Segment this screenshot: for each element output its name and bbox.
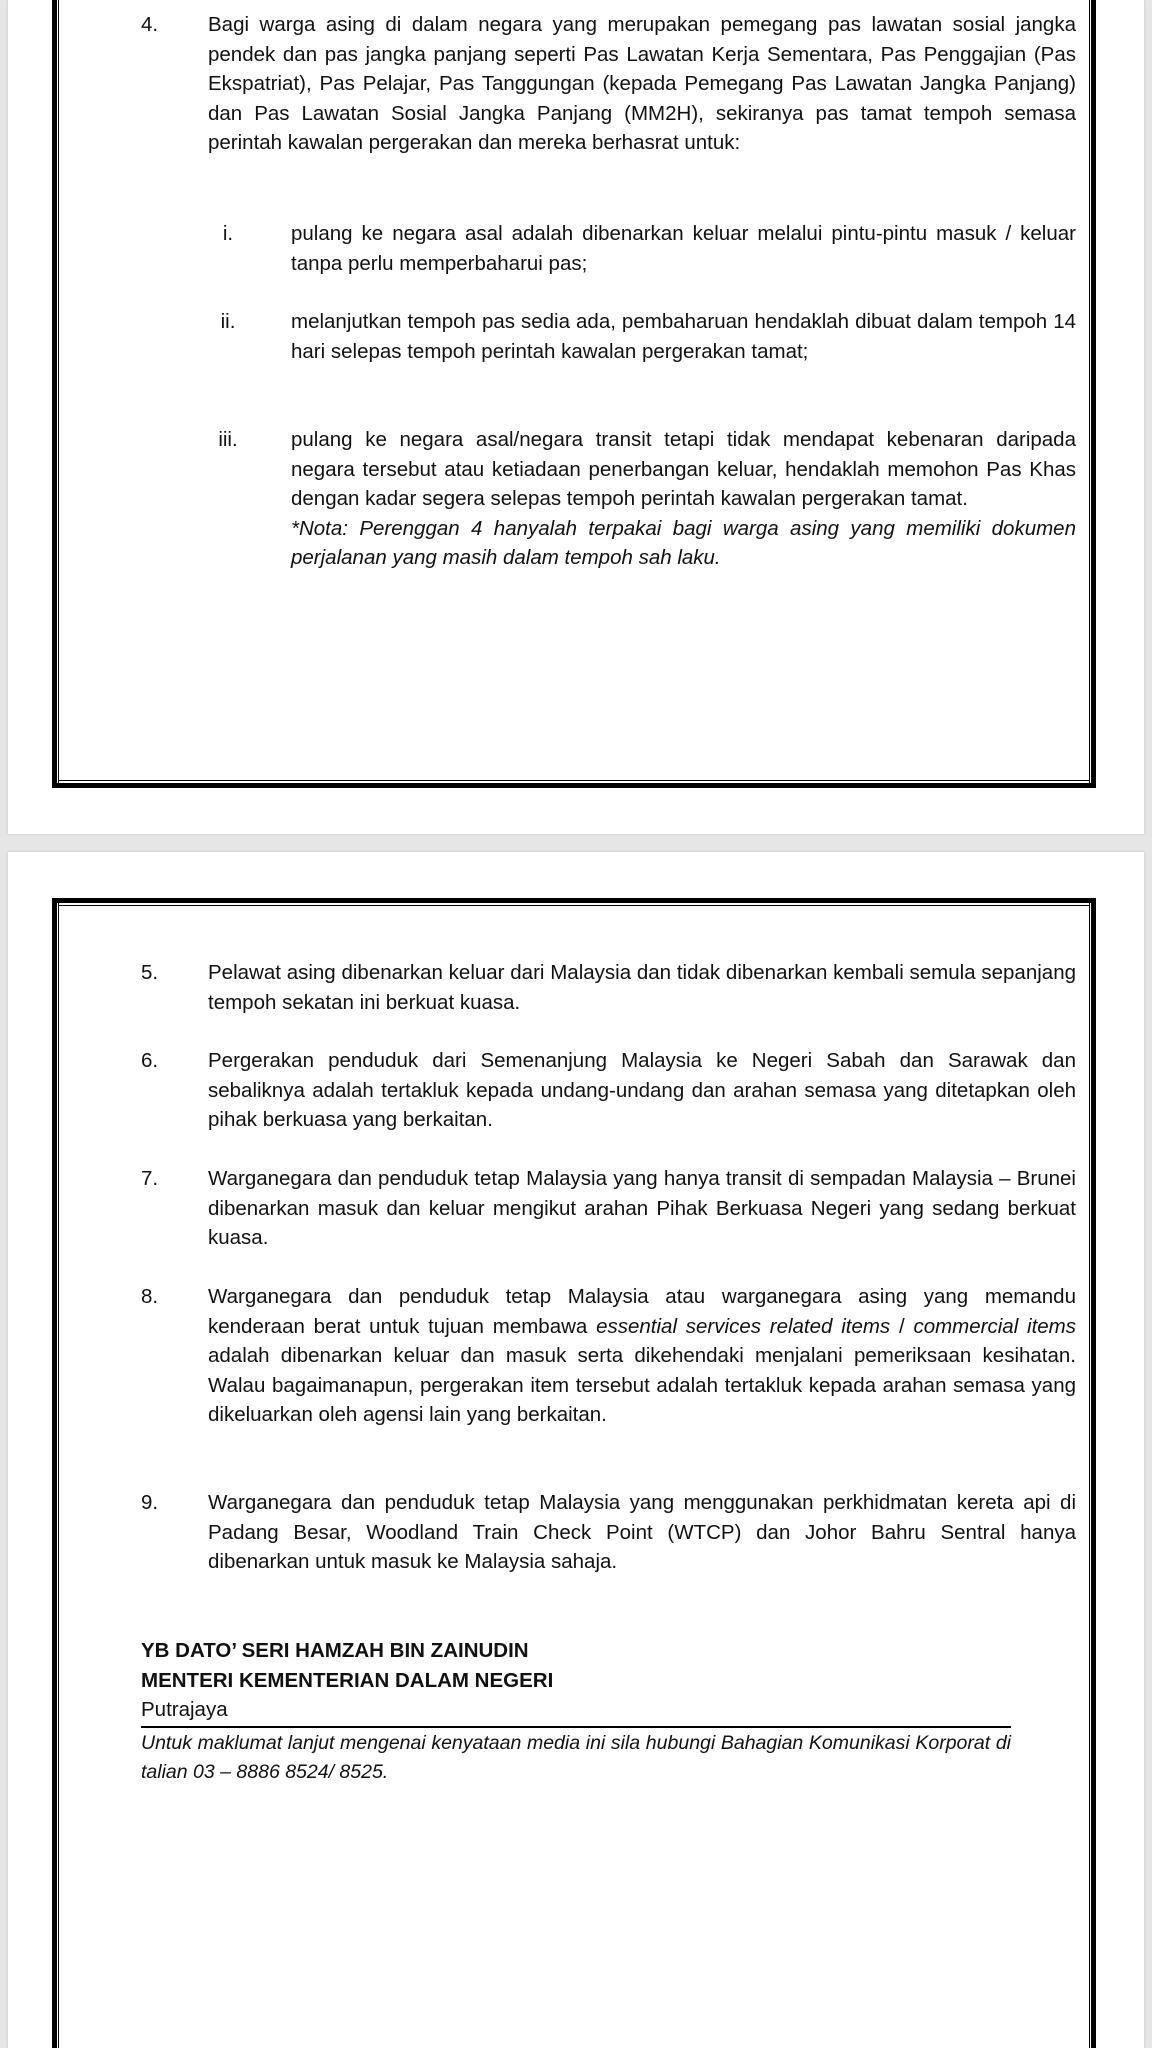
document-page-2 — [8, 852, 1144, 2048]
separator-text: / — [890, 1314, 914, 1338]
divider — [141, 1726, 1011, 1728]
paragraph-number: 9. — [141, 1491, 159, 1514]
paragraph-number: 6. — [141, 1049, 159, 1072]
paragraph-note: *Nota: Perenggan 4 hanyalah terpakai bagi warga asing yang memiliki dokumen perjalanan yang masih dalam tempoh sah laku. — [291, 516, 1076, 569]
paragraph-number: 7. — [141, 1167, 159, 1190]
list-item-text: pulang ke negara asal adalah dibenarkan keluar melalui pintu-pintu masuk / keluar tanpa perlu memperbaharui pas; — [291, 222, 1076, 275]
roman-numeral: i. — [222, 222, 234, 245]
paragraph-number: 8. — [141, 1285, 159, 1308]
paragraph-text: Warganegara dan penduduk tetap Malaysia yang menggunakan perkhidmatan kereta api di Padang Besar, Woodland Train Check Point (WTCP) dan Johor Bahru Sentral hanya dibenarkan untuk masuk ke Malaysia sahaja. — [208, 1491, 1076, 1573]
emphasis-text: essential services related items — [596, 1314, 891, 1338]
list-item-text-block — [291, 425, 1076, 573]
signatory-title: MENTERI KEMENTERIAN DALAM NEGERI — [141, 1668, 554, 1692]
paragraph-text — [208, 1282, 1076, 1430]
roman-numeral: ii. — [220, 310, 236, 333]
paragraph-text: Pergerakan penduduk dari Semenanjung Malaysia ke Negeri Sabah dan Sarawak dan sebaliknya adalah tertakluk kepada undang-undang dan arahan semasa yang ditetapkan oleh pihak berkuasa yang berkaitan. — [208, 1049, 1076, 1131]
paragraph-text: Warganegara dan penduduk tetap Malaysia yang hanya transit di sempadan Malaysia – Brunei dibenarkan masuk dan keluar mengikut arahan Pihak Berkuasa Negeri yang sedang berkuat kuasa. — [208, 1167, 1076, 1249]
signatory-name: YB DATO’ SERI HAMZAH BIN ZAINUDIN — [141, 1639, 529, 1662]
list-item-text: pulang ke negara asal/negara transit tetapi tidak mendapat kebenaran daripada negara tersebut atau ketiadaan penerbangan keluar, hendaklah memohon Pas Khas dengan kadar segera selepas tempoh perintah kawalan pergerakan tamat. — [291, 428, 1076, 510]
list-item-text: melanjutkan tempoh pas sedia ada, pembaharuan hendaklah dibuat dalam tempoh 14 hari selepas tempoh perintah kawalan pergerakan tamat; — [291, 310, 1076, 363]
signatory-place: Putrajaya — [141, 1698, 228, 1721]
paragraph-text: Pelawat asing dibenarkan keluar dari Malaysia dan tidak dibenarkan kembali semula sepanjang tempoh sekatan ini berkuat kuasa. — [208, 961, 1076, 1014]
paragraph-number: 5. — [141, 961, 159, 984]
paragraph-text-part: adalah dibenarkan keluar dan masuk serta dikehendaki menjalani pemeriksaan kesihatan. Walau bagaimanapun, pergerakan item tersebut adalah tertakluk kepada arahan semasa yang dikeluarkan oleh agensi lain yang berkaitan. — [208, 1344, 1076, 1426]
emphasis-text: commercial items — [913, 1314, 1077, 1338]
signature-block — [141, 1636, 553, 1725]
roman-numeral: iii. — [218, 428, 238, 451]
paragraph-text-part: Warganegara dan penduduk tetap Malaysia atau warganegara asing yang memandu kenderaan berat untuk tujuan membawa — [208, 1285, 1076, 1338]
paragraph-number: 4. — [141, 13, 159, 36]
contact-note: Untuk maklumat lanjut mengenai kenyataan media ini sila hubungi Bahagian Komunikasi Korporat di talian 03 – 8886 8524/ 8525. — [141, 1732, 1011, 1783]
paragraph-text: Bagi warga asing di dalam negara yang merupakan pemegang pas lawatan sosial jangka pendek dan pas jangka panjang seperti Pas Lawatan Kerja Sementara, Pas Penggajian (Pas Ekspatriat), Pas Pelajar, Pas Tanggungan (kepada Pemegang Pas Lawatan Jangka Panjang) dan Pas Lawatan Sosial Jangka Panjang (MM2H), sekiranya pas tamat tempoh semasa perintah kawalan pergerakan dan mereka berhasrat untuk: — [208, 13, 1076, 154]
